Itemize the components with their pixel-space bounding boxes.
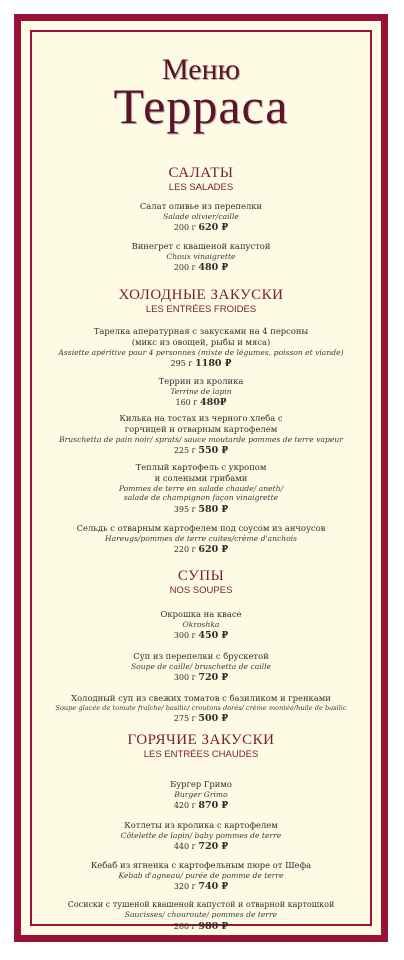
dish-weight: 295 г	[170, 359, 193, 369]
dish-item	[21, 462, 381, 517]
dish-name-ru: Сосиски с тушеной квашеной капустой и отварной картошкой	[67, 900, 335, 909]
dish-weight: 420 г	[173, 801, 196, 811]
section-title-ru: САЛАТЫ	[168, 165, 234, 181]
dish-name-fr: Burger Grimo	[174, 789, 228, 799]
dish-price-line	[21, 920, 381, 934]
dish-weight: 300 г	[173, 631, 196, 641]
dish-name-fr: Terrine de lapin	[170, 386, 232, 396]
dish-weight: 275 г	[173, 714, 196, 724]
dish-weight: 200 г	[173, 223, 196, 233]
menu-frame	[14, 14, 388, 942]
dish-price-line	[21, 629, 381, 643]
dish-price-line	[21, 261, 381, 275]
dish-price-line	[21, 840, 381, 854]
dish-price-line	[21, 880, 381, 894]
restaurant-name: Терраса	[113, 78, 289, 134]
dish-item	[21, 609, 381, 644]
dish-price-line	[21, 396, 381, 410]
dish-name-fr: Assiette apéritive pour 4 personnes (mixte de légumes, poisson et viande)	[58, 347, 344, 357]
dish-name-fr-line2: salade de champignon façon vinaigrette	[123, 493, 279, 503]
dish-item	[21, 779, 381, 814]
menu-content	[21, 21, 381, 935]
menu-title: Меню	[161, 53, 241, 86]
dish-item	[21, 413, 381, 459]
section-title-ru: СУПЫ	[177, 568, 225, 584]
dish-price: 720 ₽	[198, 672, 229, 684]
dish-weight: 320 г	[173, 882, 196, 892]
dish-name-ru-line2: и солеными грибами	[154, 472, 248, 483]
dish-price: 480₽	[200, 397, 227, 409]
dish-name-fr: Soupe glacée de tomate fraîche/ basilic/ croutons dorés/ crème montée/huile de basilic	[55, 703, 347, 712]
dish-item	[21, 326, 381, 372]
dish-weight: 440 г	[173, 842, 196, 852]
section-title-ru: ХОЛОДНЫЕ ЗАКУСКИ	[118, 287, 284, 303]
dish-weight: 220 г	[173, 545, 196, 555]
dish-name-fr: Pommes de terre en salade chaude/ aneth/	[118, 483, 284, 493]
dish-name-fr: Salade olivier/caille	[163, 211, 239, 221]
dish-name-ru: Винегрет с квашеной капустой	[131, 241, 271, 251]
dish-price: 620 ₽	[198, 544, 229, 556]
dish-price-line	[21, 444, 381, 458]
dish-weight: 300 г	[173, 673, 196, 683]
dish-price: 980 ₽	[198, 920, 229, 932]
dish-name-ru: Кебаб из ягненка с картофельным пюре от Шефа	[90, 860, 312, 870]
dish-price-line	[21, 712, 381, 726]
dish-name-ru: Теплый картофель с укропом	[135, 462, 267, 472]
dish-price: 550 ₽	[198, 445, 229, 457]
dish-price-line	[21, 357, 381, 371]
dish-name-ru: Окрошка на квасе	[160, 609, 242, 619]
dish-name-ru: Террин из кролика	[158, 376, 244, 386]
dish-name-ru: Сельдь с отварным картофелем под соусом из анчоусов	[76, 523, 326, 533]
dish-price: 480 ₽	[198, 262, 229, 274]
dish-name-ru: Тарелка апературная с закусками на 4 персоны	[93, 326, 309, 336]
dish-name-fr: Bruschetta de pain noir/ sprats/ sauce moutarde pommes de terre vapeur	[59, 434, 343, 444]
dish-item	[21, 523, 381, 558]
dish-weight: 160 г	[175, 398, 198, 408]
dish-name-ru: Салат оливье из перепелки	[139, 201, 263, 211]
section-title-fr: LES ENTRÉES CHAUDES	[143, 748, 259, 760]
dish-name-fr: Hareugs/pommes de terre cuites/crème d'anchois	[104, 533, 298, 543]
dish-item	[21, 860, 381, 895]
dish-weight: 395 г	[173, 504, 196, 514]
section-title-fr: NOS SOUPES	[169, 584, 233, 596]
dish-weight: 200 г	[173, 263, 196, 273]
dish-name-ru-line2: горчицей и отварным картофелем	[124, 423, 278, 434]
dish-name-fr: Choux vinaigrette	[166, 251, 236, 261]
dish-name-fr: Kebab d'agneau/ purée de pomme de terre	[118, 870, 284, 880]
dish-name-fr: Saucisses/ chouroute/ pommes de terre	[124, 910, 278, 920]
dish-name-fr: Côtelette de lapin/ baby pommes de terre	[120, 830, 282, 840]
dish-price: 1180 ₽	[195, 358, 232, 370]
dish-price-line	[21, 543, 381, 557]
section-header-hot-starters	[21, 733, 381, 761]
dish-name-ru: Холодный суп из свежих томатов с базиликом и гренками	[71, 693, 331, 703]
dish-item	[21, 651, 381, 686]
dish-price: 580 ₽	[198, 503, 229, 515]
dish-price: 870 ₽	[198, 800, 229, 812]
dish-item	[21, 376, 381, 411]
dish-name-ru: Суп из перепелки с брускетой	[133, 651, 269, 661]
dish-price-line	[21, 503, 381, 517]
dish-item	[21, 820, 381, 855]
section-header-salads	[21, 166, 381, 194]
dish-price: 720 ₽	[198, 841, 229, 853]
dish-price-line	[21, 221, 381, 235]
dish-price: 740 ₽	[198, 881, 229, 893]
dish-item	[21, 693, 381, 726]
dish-weight: 225 г	[173, 446, 196, 456]
dish-price: 450 ₽	[198, 630, 229, 642]
dish-name-ru: Котлеты из кролика с картофелем	[124, 820, 278, 830]
section-header-cold-starters	[21, 288, 381, 316]
dish-name-fr: Soupe de caille/ bruschetta de caille	[130, 661, 272, 671]
dish-price: 500 ₽	[198, 713, 229, 725]
section-header-soups	[21, 569, 381, 597]
dish-name-fr: Okroshka	[182, 619, 220, 629]
dish-name-ru: Килька на тостах из черного хлеба с	[119, 413, 283, 423]
dish-item	[21, 241, 381, 276]
dish-weight: 260 г	[173, 921, 196, 931]
dish-price-line	[21, 671, 381, 685]
dish-price: 620 ₽	[198, 222, 229, 234]
dish-item	[21, 201, 381, 236]
dish-name-ru-line2: (микс из овощей, рыбы и мяса)	[131, 336, 271, 347]
dish-item	[21, 900, 381, 934]
section-title-fr: LES SALADES	[168, 181, 234, 193]
dish-name-ru: Бургер Гримо	[170, 779, 232, 789]
dish-price-line	[21, 799, 381, 813]
section-title-fr: LES ENTRÉES FROIDES	[145, 303, 257, 315]
section-title-ru: ГОРЯЧИЕ ЗАКУСКИ	[127, 732, 275, 748]
